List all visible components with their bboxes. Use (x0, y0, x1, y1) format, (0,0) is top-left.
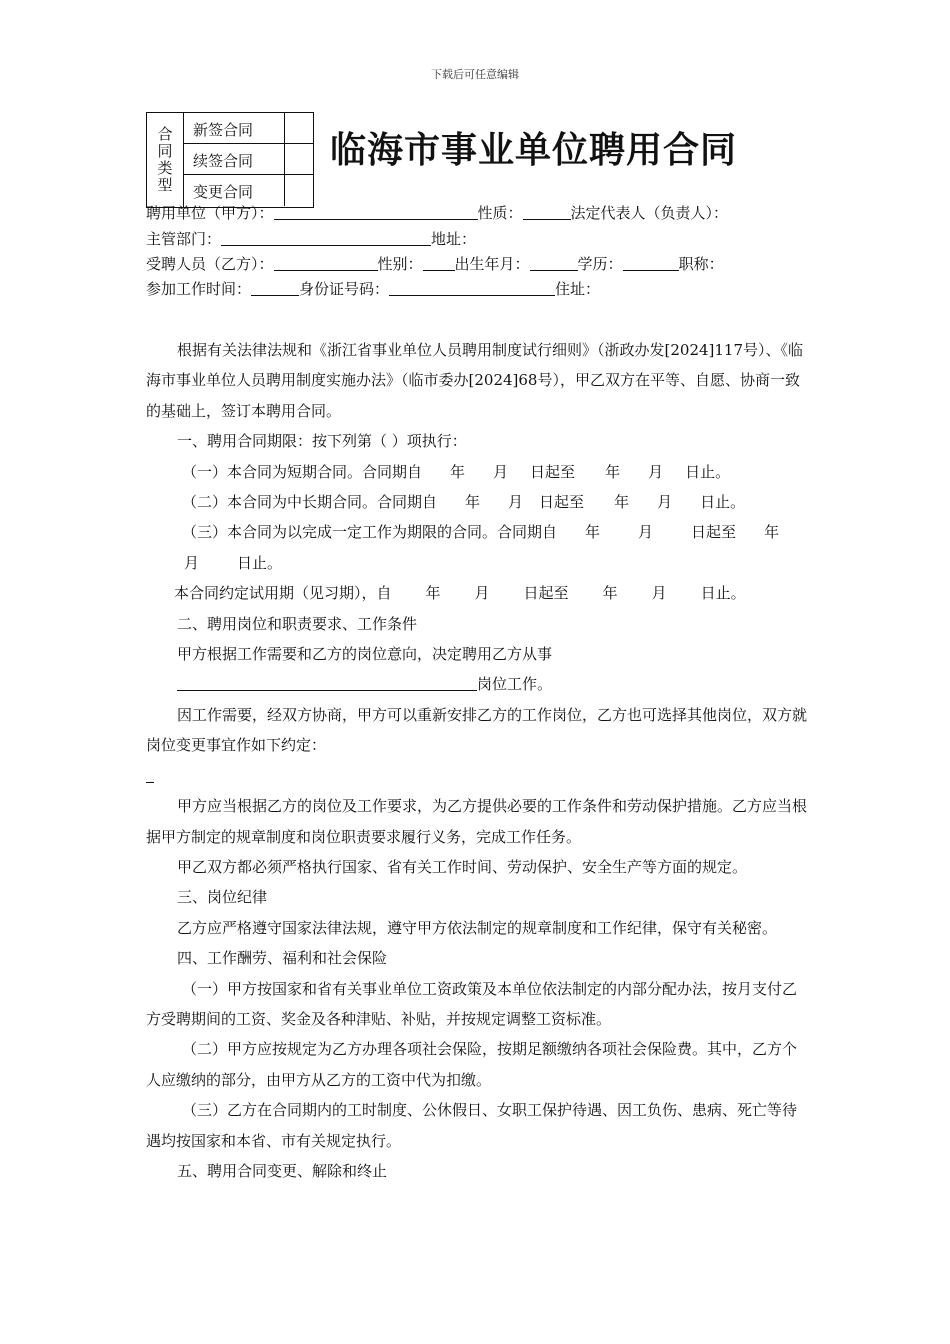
contract-type-row-renew (183, 144, 313, 175)
month-text: 月 (493, 462, 509, 481)
intro-paragraph: 根据有关法律法规和《浙江省事业单位人员聘用制度试行细则》（浙政办发[2024]117号）、《临海市事业单位人员聘用制度实施办法》（临市委办[2024]68号），甲乙双方在平等、自愿、协商一致的基础上，签订本聘用合同。 (146, 341, 804, 420)
title-label: 职称： (678, 255, 724, 273)
field-row-work (146, 278, 600, 299)
nature-label: 性质： (477, 204, 523, 222)
day-from-text: 日起至 (523, 584, 569, 603)
section-2-p1b (146, 669, 810, 699)
contract-type-char: 合 (157, 125, 173, 143)
section-3-title: 三、岗位纪律 (177, 888, 268, 907)
employee-label: 受聘人员（乙方）： (146, 255, 274, 273)
id-label: 身份证号码： (299, 280, 390, 298)
contract-type-option: 变更合同 (193, 183, 254, 201)
post-blank[interactable] (177, 676, 477, 691)
contract-type-option: 续签合同 (193, 152, 254, 170)
legal-rep-label: 法定代表人（负责人）： (570, 204, 729, 222)
day-from-text: 日起至 (539, 493, 585, 512)
work-start-blank[interactable] (251, 281, 299, 296)
month-text: 月 (508, 493, 524, 512)
year-text: 年 (605, 462, 621, 481)
trial-text: 本合同约定试用期（见习期），自 (174, 584, 392, 603)
section-2-p4: 甲乙双方都必须严格执行国家、省有关工作时间、劳动保护、安全生产等方面的规定。 (177, 857, 748, 876)
section-5-title: 五、聘用合同变更、解除和终止 (177, 1161, 388, 1180)
section-2-p1: 甲方根据工作需要和乙方的岗位意向，决定聘用乙方从事 (177, 645, 553, 664)
year-text: 年 (602, 584, 618, 603)
item-text: （三）本合同为以完成一定工作为期限的合同。合同期自 (182, 523, 558, 542)
post-text: 岗位工作。 (477, 675, 553, 694)
month-text: 月 (651, 584, 667, 603)
day-from-text: 日起至 (530, 462, 576, 481)
day-end-text: 日止。 (237, 553, 283, 572)
education-label: 学历： (577, 255, 623, 273)
year-text: 年 (465, 493, 481, 512)
document-title: 临海市事业单位聘用合同 (330, 130, 738, 171)
gender-label: 性别： (377, 255, 423, 273)
nature-blank[interactable] (523, 205, 571, 220)
field-row-supervisor (146, 228, 476, 249)
section-4-p3: （三）乙方在合同期内的工时制度、公休假日、女职工保护待遇、因工负伤、患病、死亡等待遇均按国家和本省、市有关规定执行。 (146, 1101, 798, 1150)
month-text: 月 (638, 523, 654, 542)
section-4-title: 四、工作酬劳、福利和社会保险 (177, 949, 388, 968)
section-4-p1: （一）甲方按国家和省有关事业单位工资政策及本单位依法制定的内部分配办法，按月支付乙方受聘期间的工资、奖金及各种津贴、补贴，并按规定调整工资标准。 (146, 979, 798, 1028)
year-text: 年 (764, 523, 780, 542)
contract-type-option: 新签合同 (193, 121, 254, 139)
gender-blank[interactable] (423, 256, 455, 271)
section-1-item-b (146, 487, 810, 517)
section-1-item-c (146, 517, 810, 578)
section-2-title: 二、聘用岗位和职责要求、工作条件 (177, 614, 418, 633)
day-end-text: 日止。 (700, 493, 746, 512)
birth-label: 出生年月： (454, 255, 530, 273)
field-row-employee (146, 253, 724, 274)
month-text: 月 (657, 493, 673, 512)
birth-blank[interactable] (530, 256, 578, 271)
day-end-text: 日止。 (685, 462, 731, 481)
item-text: （一）本合同为短期合同。合同期自 (182, 462, 423, 481)
year-text: 年 (425, 584, 441, 603)
contract-type-char: 同 (157, 142, 173, 160)
supervisor-blank[interactable] (221, 231, 431, 246)
contract-type-row-new (183, 113, 313, 144)
field-row-employer (146, 202, 728, 223)
section-1-title: 一、聘用合同期限：按下列第（ ）项执行： (177, 432, 467, 451)
year-text: 年 (450, 462, 466, 481)
month-text: 月 (184, 553, 200, 572)
contract-type-checkbox[interactable] (284, 144, 313, 174)
item-text: （二）本合同为中长期合同。合同期自 (182, 493, 438, 512)
education-blank[interactable] (623, 256, 679, 271)
residence-label: 住址： (555, 280, 601, 298)
work-start-label: 参加工作时间： (146, 280, 252, 298)
employee-blank[interactable] (274, 256, 378, 271)
contract-type-box (146, 112, 314, 208)
agreement-blank-line (146, 761, 810, 791)
id-blank[interactable] (389, 281, 555, 296)
year-text: 年 (585, 523, 601, 542)
supervisor-label: 主管部门： (146, 230, 222, 248)
contract-type-checkbox[interactable] (284, 113, 313, 143)
employer-label: 聘用单位（甲方）： (146, 204, 274, 222)
contract-type-char: 型 (157, 176, 173, 194)
address-label: 地址： (431, 230, 477, 248)
contract-type-char: 类 (157, 159, 173, 177)
employer-blank[interactable] (274, 205, 478, 220)
section-1-item-a (146, 457, 810, 487)
header-note: 下载后可任意编辑 (431, 68, 519, 81)
section-2-p3: 甲方应当根据乙方的岗位及工作要求，为乙方提供必要的工作条件和劳动保护措施。乙方应当根据甲方制定的规章制度和岗位职责要求履行义务，完成工作任务。 (146, 797, 808, 846)
section-4-p2: （二）甲方应按规定为乙方办理各项社会保险，按期足额缴纳各项社会保险费。其中，乙方个人应缴纳的部分，由甲方从乙方的工资中代为扣缴。 (146, 1040, 798, 1089)
day-from-text: 日起至 (691, 523, 737, 542)
agreement-blank[interactable] (146, 768, 154, 783)
contract-body (146, 335, 810, 1186)
month-text: 月 (648, 462, 664, 481)
section-2-p2: 因工作需要，经双方协商，甲方可以重新安排乙方的工作岗位，乙方也可选择其他岗位，双方就岗位变更事宜作如下约定： (146, 705, 808, 755)
year-text: 年 (614, 493, 630, 512)
day-end-text: 日止。 (700, 584, 746, 603)
contract-type-label (147, 113, 184, 207)
trial-period (146, 578, 810, 608)
month-text: 月 (474, 584, 490, 603)
section-3-p1: 乙方应严格遵守国家法律法规，遵守甲方依法制定的规章制度和工作纪律，保守有关秘密。 (177, 918, 778, 937)
